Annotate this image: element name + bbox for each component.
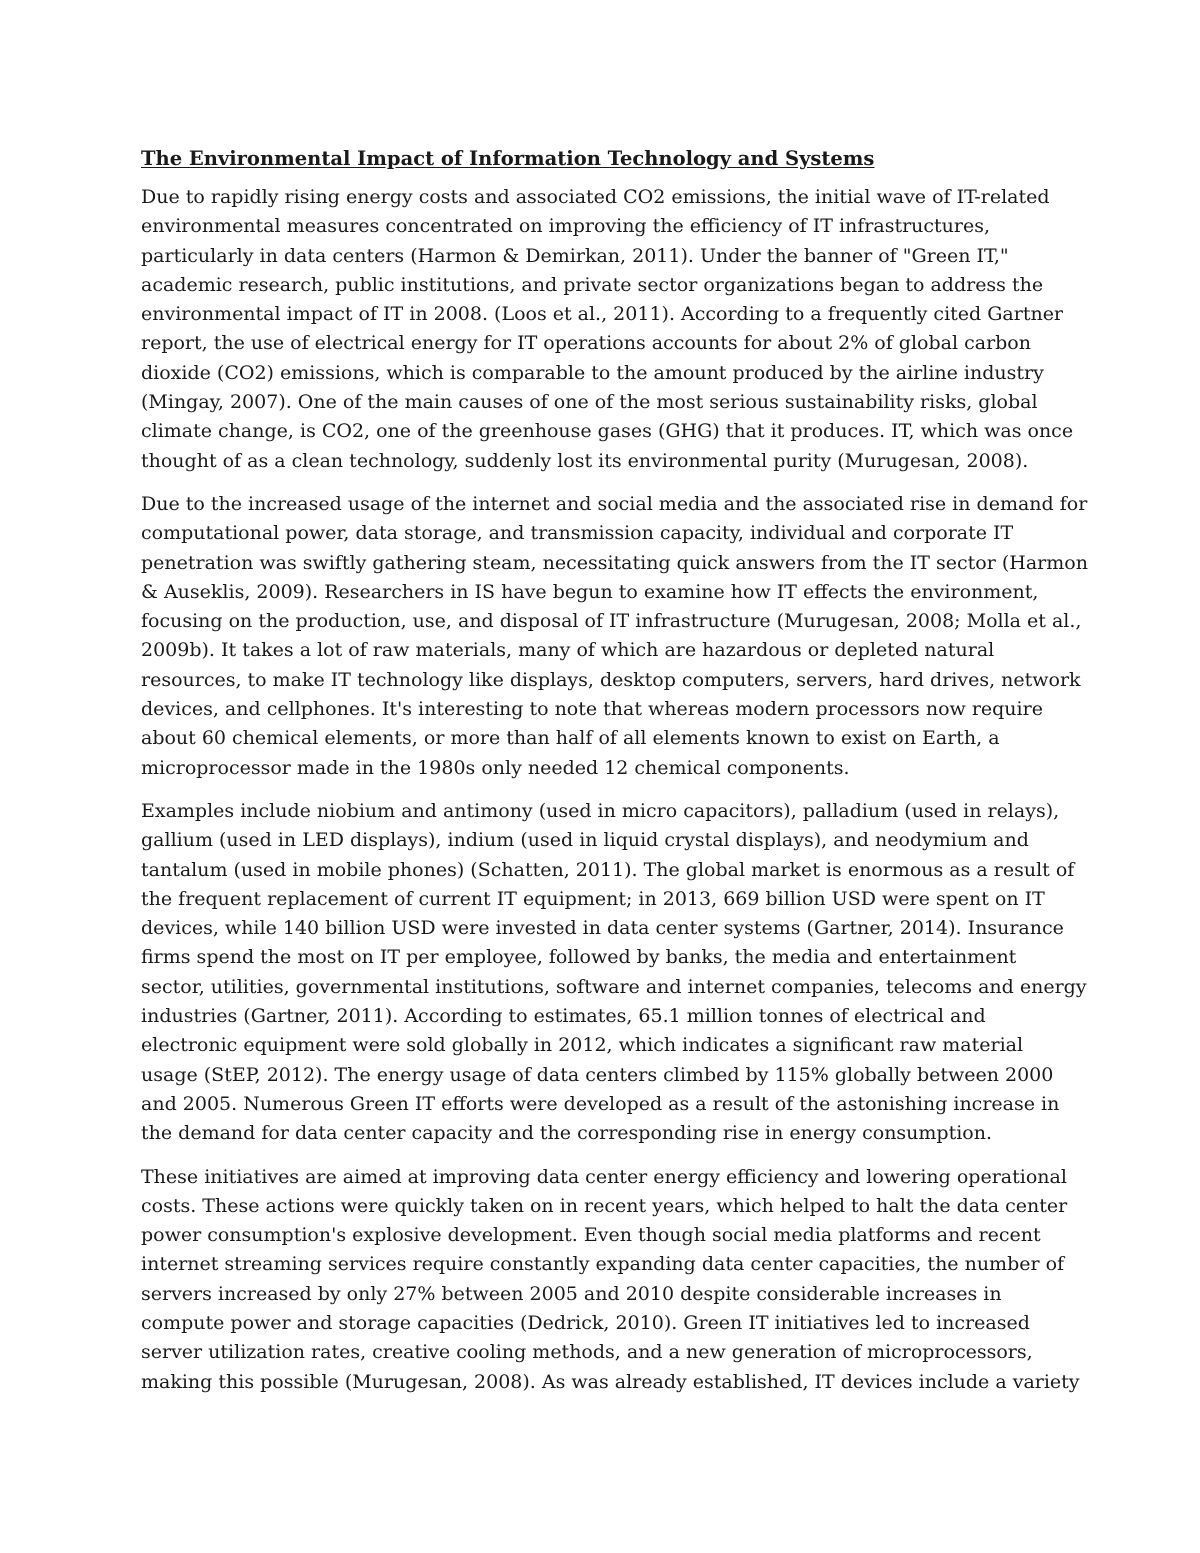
text-line: & Auseklis, 2009). Researchers in IS have begun to examine how IT effects the environment,	[141, 580, 1039, 603]
text-line: and 2005. Numerous Green IT efforts were developed as a result of the astonishing increase in	[141, 1092, 1060, 1115]
text-line: about 60 chemical elements, or more than half of all elements known to exist on Earth, a	[141, 727, 1000, 750]
text-line: resources, to make IT technology like displays, desktop computers, servers, hard drives, network	[141, 668, 1081, 691]
text-line: electronic equipment were sold globally in 2012, which indicates a significant raw material	[141, 1034, 1024, 1057]
text-line: academic research, public institutions, and private sector organizations began to address the	[141, 273, 1044, 296]
text-line: devices, while 140 billion USD were invested in data center systems (Gartner, 2014). Insurance	[141, 917, 1064, 940]
text-line: server utilization rates, creative cooling methods, and a new generation of microprocessors,	[141, 1341, 1033, 1364]
text-line: the demand for data center capacity and the corresponding rise in energy consumption.	[141, 1122, 993, 1145]
text-line: Examples include niobium and antimony (used in micro capacitors), palladium (used in relays),	[141, 799, 1060, 822]
paragraph-list	[141, 183, 1088, 1397]
text-line: environmental measures concentrated on improving the efficiency of IT infrastructures,	[141, 215, 991, 238]
text-line: environmental impact of IT in 2008. (Loos et al., 2011). According to a frequently cited Gartner	[141, 303, 1064, 326]
text-line: These initiatives are aimed at improving data center energy efficiency and lowering operational	[141, 1165, 1067, 1188]
text-line: focusing on the production, use, and disposal of IT infrastructure (Murugesan, 2008; Molla et al.,	[141, 610, 1082, 633]
text-line: microprocessor made in the 1980s only needed 12 chemical components.	[141, 756, 850, 779]
paragraph-2	[141, 490, 1088, 783]
text-line: costs. These actions were quickly taken on in recent years, which helped to halt the data center	[141, 1194, 1068, 1217]
text-line: report, the use of electrical energy for IT operations accounts for about 2% of global carbon	[141, 332, 1031, 355]
text-line: 2009b). It takes a lot of raw materials, many of which are hazardous or depleted natural	[141, 639, 995, 662]
text-line: making this possible (Murugesan, 2008). As was already established, IT devices include a variety	[141, 1370, 1080, 1393]
text-line: servers increased by only 27% between 2005 and 2010 despite considerable increases in	[141, 1282, 1002, 1305]
document-body	[141, 144, 1088, 1411]
text-line: computational power, data storage, and transmission capacity, individual and corporate IT	[141, 522, 1014, 545]
text-line: Due to the increased usage of the internet and social media and the associated rise in demand for	[141, 492, 1088, 515]
text-line: industries (Gartner, 2011). According to estimates, 65.1 million tonnes of electrical and	[141, 1005, 986, 1028]
text-line: compute power and storage capacities (Dedrick, 2010). Green IT initiatives led to increased	[141, 1311, 1030, 1334]
text-line: particularly in data centers (Harmon & Demirkan, 2011). Under the banner of "Green IT,"	[141, 244, 1009, 267]
text-line: firms spend the most on IT per employee, followed by banks, the media and entertainment	[141, 946, 1017, 969]
text-line: climate change, is CO2, one of the greenhouse gases (GHG) that it produces. IT, which was once	[141, 420, 1074, 443]
text-line: power consumption's explosive development. Even though social media platforms and recent	[141, 1224, 1041, 1247]
paragraph-3	[141, 797, 1087, 1149]
text-line: usage (StEP, 2012). The energy usage of data centers climbed by 115% globally between 2000	[141, 1063, 1054, 1086]
text-line: penetration was swiftly gathering steam, necessitating quick answers from the IT sector (Harmon	[141, 551, 1088, 574]
text-line: devices, and cellphones. It's interesting to note that whereas modern processors now require	[141, 698, 1043, 721]
paragraph-1	[141, 183, 1074, 476]
text-line: the frequent replacement of current IT equipment; in 2013, 669 billion USD were spent on IT	[141, 887, 1045, 910]
text-line: thought of as a clean technology, suddenly lost its environmental purity (Murugesan, 2008).	[141, 449, 1029, 472]
text-line: internet streaming services require constantly expanding data center capacities, the number of	[141, 1253, 1065, 1276]
text-line: (Mingay, 2007). One of the main causes of one of the most serious sustainability risks, global	[141, 391, 1038, 414]
paragraph-4	[141, 1163, 1080, 1397]
document-title: The Environmental Impact of Information Technology and Systems	[141, 147, 875, 170]
text-line: dioxide (CO2) emissions, which is comparable to the amount produced by the airline industry	[141, 361, 1044, 384]
text-line: tantalum (used in mobile phones) (Schatten, 2011). The global market is enormous as a result of	[141, 858, 1075, 881]
text-line: sector, utilities, governmental institutions, software and internet companies, telecoms and energy	[141, 975, 1087, 998]
text-line: Due to rapidly rising energy costs and associated CO2 emissions, the initial wave of IT-related	[141, 186, 1050, 208]
text-line: gallium (used in LED displays), indium (used in liquid crystal displays), and neodymium and	[141, 829, 1029, 852]
